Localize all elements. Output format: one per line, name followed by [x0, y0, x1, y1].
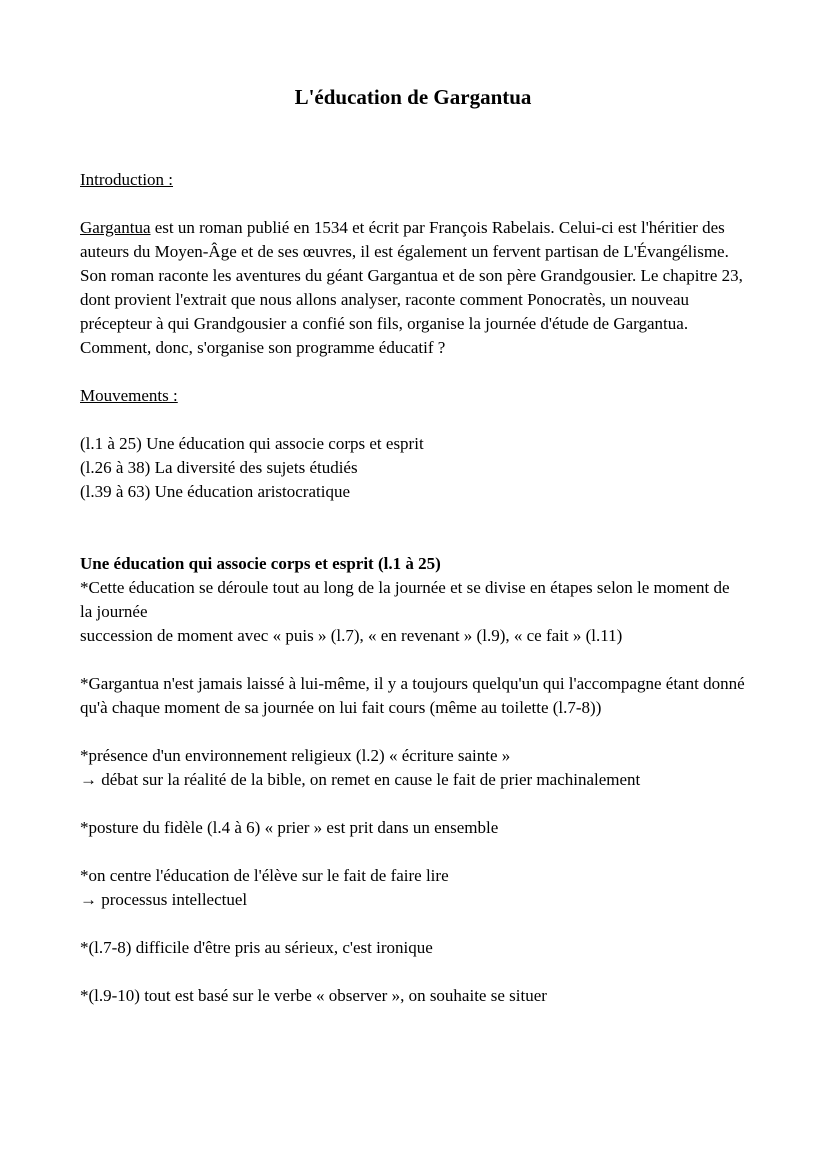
section-heading: Une éducation qui associe corps et esprit (l.1 à 25): [80, 554, 441, 573]
intro-lead-word: Gargantua: [80, 218, 151, 237]
note-line: *Gargantua n'est jamais laissé à lui-même, il y a toujours quelqu'un qui l'accompagne étant donné qu'à chaque moment de sa journée on lui fait cours (même au toilette (l.7-8)): [80, 674, 745, 717]
note-block: [80, 816, 746, 840]
mouvements-heading: [80, 384, 746, 408]
note-block: [80, 576, 746, 648]
mouvement-item: (l.39 à 63) Une éducation aristocratique: [80, 482, 351, 501]
intro-heading-text: Introduction :: [80, 170, 174, 189]
mouvements-list: [80, 432, 746, 504]
intro-paragraph: [80, 216, 746, 360]
mouvement-item: (l.26 à 38) La diversité des sujets étudiés: [80, 458, 358, 477]
intro-heading: [80, 168, 746, 192]
note-line: → processus intellectuel: [80, 890, 248, 909]
note-line: → débat sur la réalité de la bible, on remet en cause le fait de prier machinalement: [80, 770, 641, 789]
note-block: [80, 744, 746, 792]
note-line: *(l.7-8) difficile d'être pris au sérieux, c'est ironique: [80, 938, 433, 957]
note-line: succession de moment avec « puis » (l.7), « en revenant » (l.9), « ce fait » (l.11): [80, 626, 623, 645]
note-line: *Cette éducation se déroule tout au long de la journée et se divise en étapes selon le moment de la journée: [80, 578, 730, 621]
section-analysis: [80, 552, 746, 1008]
document-title: L'éducation de Gargantua: [294, 85, 532, 109]
note-line: *(l.9-10) tout est basé sur le verbe « observer », on souhaite se situer: [80, 986, 547, 1005]
note-block: [80, 672, 746, 720]
intro-paragraph-text: est un roman publié en 1534 et écrit par François Rabelais. Celui-ci est l'héritier des auteurs du Moyen-Âge et de ses œuvres, il est également un fervent partisan de L'Évangélisme. Son roman raconte les aventures du géant Gargantua et de son père Grandgousier. Le chapitre 23, dont provient l'extrait que nous allons analyser, raconte comment Ponocratès, un nouveau précepteur à qui Grandgousier a confié son fils, organise la journée d'étude de Gargantua. Comment, donc, s'organise son programme éducatif ?: [80, 218, 743, 357]
note-block: [80, 984, 746, 1008]
note-line: *posture du fidèle (l.4 à 6) « prier » est prit dans un ensemble: [80, 818, 499, 837]
note-block: [80, 936, 746, 960]
note-line: *présence d'un environnement religieux (l.2) « écriture sainte »: [80, 746, 511, 765]
note-block: [80, 864, 746, 912]
mouvement-item: (l.1 à 25) Une éducation qui associe corps et esprit: [80, 434, 424, 453]
note-line: *on centre l'éducation de l'élève sur le fait de faire lire: [80, 866, 449, 885]
mouvements-heading-text: Mouvements :: [80, 386, 178, 405]
